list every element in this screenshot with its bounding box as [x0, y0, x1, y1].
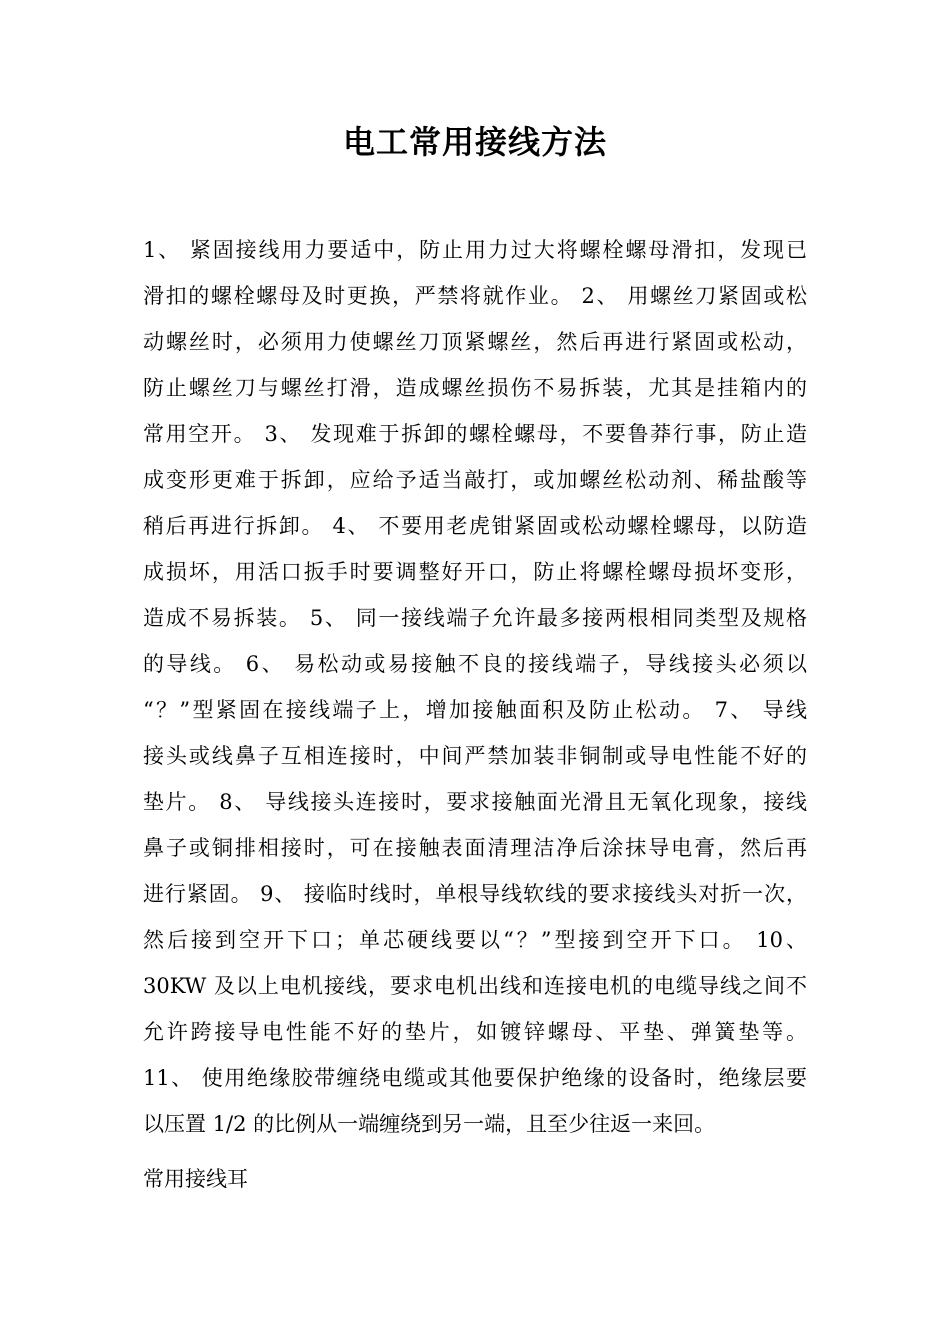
body-line: 成损坏，用活口扳手时要调整好开口，防止将螺栓螺母损坏变形， — [143, 560, 807, 584]
body-line: 11、 使用绝缘胶带缠绕电缆或其他要保护绝缘的设备时，绝缘层要 — [143, 1066, 807, 1090]
body-line: 造成不易拆装。 5、 同一接线端子允许最多接两根相同类型及规格 — [143, 606, 807, 630]
body-line: 滑扣的螺栓螺母及时更换，严禁将就作业。 2、 用螺丝刀紧固或松 — [143, 284, 807, 308]
body-line: 垫片。 8、 导线接头连接时，要求接触面光滑且无氧化现象，接线 — [143, 790, 807, 814]
body-line: 以压置 1/2 的比例从一端缠绕到另一端，且至少往返一来回。 — [143, 1112, 716, 1136]
body-line: 稍后再进行拆卸。 4、 不要用老虎钳紧固或松动螺栓螺母，以防造 — [143, 514, 807, 538]
document-title: 电工常用接线方法 — [342, 123, 607, 161]
body-line: 然后接到空开下口；单芯硬线要以“？”型接到空开下口。 10、 — [143, 928, 807, 952]
body-line: 成变形更难于拆卸，应给予适当敲打，或加螺丝松动剂、稀盐酸等 — [143, 468, 807, 492]
body-line: 接头或线鼻子互相连接时，中间严禁加装非铜制或导电性能不好的 — [143, 744, 807, 768]
body-line: 允许跨接导电性能不好的垫片，如镀锌螺母、平垫、弹簧垫等。 — [143, 1020, 807, 1044]
document-body — [143, 227, 807, 1147]
body-line: 的导线。 6、 易松动或易接触不良的接线端子，导线接头必须以 — [143, 652, 807, 676]
body-line: 常用空开。 3、 发现难于拆卸的螺栓螺母，不要鲁莽行事，防止造 — [143, 422, 807, 446]
body-line: 进行紧固。 9、 接临时线时，单根导线软线的要求接线头对折一次， — [143, 882, 807, 906]
body-line: 30KW 及以上电机接线，要求电机出线和连接电机的电缆导线之间不 — [143, 974, 807, 998]
section-heading: 常用接线耳 — [143, 1167, 248, 1191]
body-line: “？”型紧固在接线端子上，增加接触面积及防止松动。 7、 导线 — [143, 698, 807, 722]
body-line: 1、 紧固接线用力要适中，防止用力过大将螺栓螺母滑扣，发现已 — [143, 238, 807, 262]
body-line: 动螺丝时，必须用力使螺丝刀顶紧螺丝，然后再进行紧固或松动， — [143, 330, 807, 354]
body-line: 鼻子或铜排相接时，可在接触表面清理洁净后涂抹导电膏，然后再 — [143, 836, 807, 860]
body-line: 防止螺丝刀与螺丝打滑，造成螺丝损伤不易拆装，尤其是挂箱内的 — [143, 376, 807, 400]
